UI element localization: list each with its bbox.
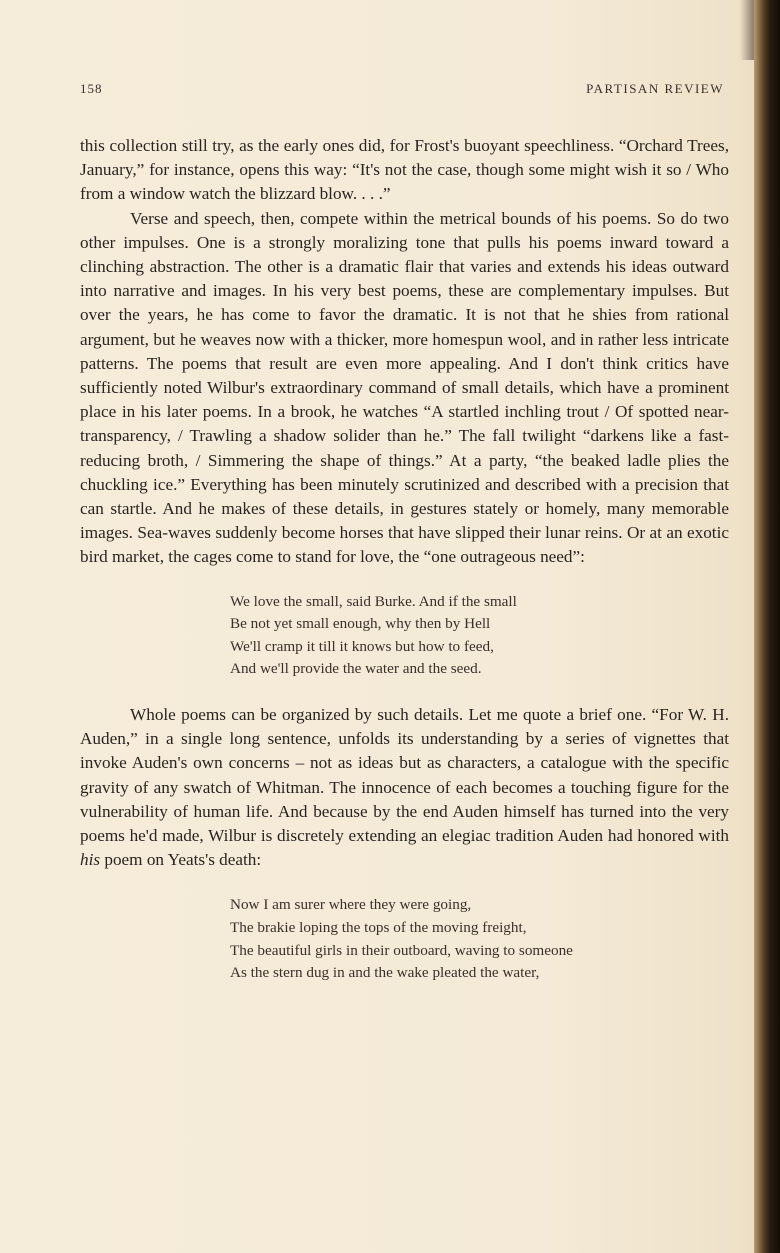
paragraph-1: this collection still try, as the early ones did, for Frost's buoyant speechliness. “Orchard Trees, January,” for instance, opens this way: “It's not the case, though some might wish it so / Who from a window watch the blizzard blow. . . .”: [80, 136, 729, 204]
verse-quote-2: [230, 894, 729, 984]
paragraph-3-end: poem on Yeats's death:: [100, 850, 262, 870]
page-number: 158: [80, 81, 103, 96]
verse-quote-1: [230, 591, 729, 681]
verse-line: The beautiful girls in their outboard, waving to someone: [230, 941, 573, 959]
page-header: [80, 81, 724, 101]
verse-line: We love the small, said Burke. And if the small: [230, 592, 517, 610]
verse-line: The brakie loping the tops of the moving freight,: [230, 919, 527, 937]
verse-line: Be not yet small enough, why then by Hell: [230, 615, 491, 633]
page-binding-edge: [754, 0, 780, 1253]
running-head: PARTISAN REVIEW: [586, 81, 724, 96]
body-text: [80, 134, 729, 985]
verse-line: And we'll provide the water and the seed.: [230, 660, 482, 678]
verse-line: As the stern dug in and the wake pleated the water,: [230, 964, 540, 982]
paragraph-2: Verse and speech, then, compete within the metrical bounds of his poems. So do two other impulses. One is a strongly moralizing tone that pulls his poems inward toward a clinching abstraction. The other is a dramatic flair that varies and extends his ideas outward into narrative and images. In his very best poems, these are complementary impulses. But over the years, he has come to favor the dramatic. It is not that he shies from rational argument, but he weaves now with a thicker, more homespun wool, and in rather less intricate patterns. The poems that result are even more appealing. And I don't think critics have sufficiently noted Wilbur's extraordinary command of small details, which have a prominent place in his later poems. In a brook, he watches “A startled inchling trout / Of spotted near-transparency, / Trawling a shadow solider than he.” The fall twilight “darkens like a fast-reducing broth, / Simmering the shape of things.” At a party, “the beaked ladle plies the chuckling ice.” Everything has been minutely scrutinized and described with a precision that can startle. And he makes of these details, in gestures stately or homely, many memorable images. Sea-waves suddenly become horses that have slipped their lunar reins. Or at an exotic bird market, the cages come to stand for love, the “one outrageous need”:: [80, 208, 729, 567]
italic-his: his: [80, 850, 101, 870]
paragraph-3: [80, 703, 729, 872]
verse-line: Now I am surer where they were going,: [230, 896, 472, 914]
verse-line: We'll cramp it till it knows but how to feed,: [230, 637, 494, 655]
paragraph-3-text: Whole poems can be organized by such details. Let me quote a brief one. “For W. H. Auden,” in a single long sentence, unfolds its understanding by a series of vignettes that invoke Auden's own concerns – not as ideas but as characters, a catalogue with the specific gravity of any swatch of Whitman. The innocence of each becomes a touching figure for the vulnerability of human life. And because by the end Auden himself has turned into the very poems he'd made, Wilbur is discretely extending an elegiac tradition Auden had honored with: [80, 705, 729, 846]
